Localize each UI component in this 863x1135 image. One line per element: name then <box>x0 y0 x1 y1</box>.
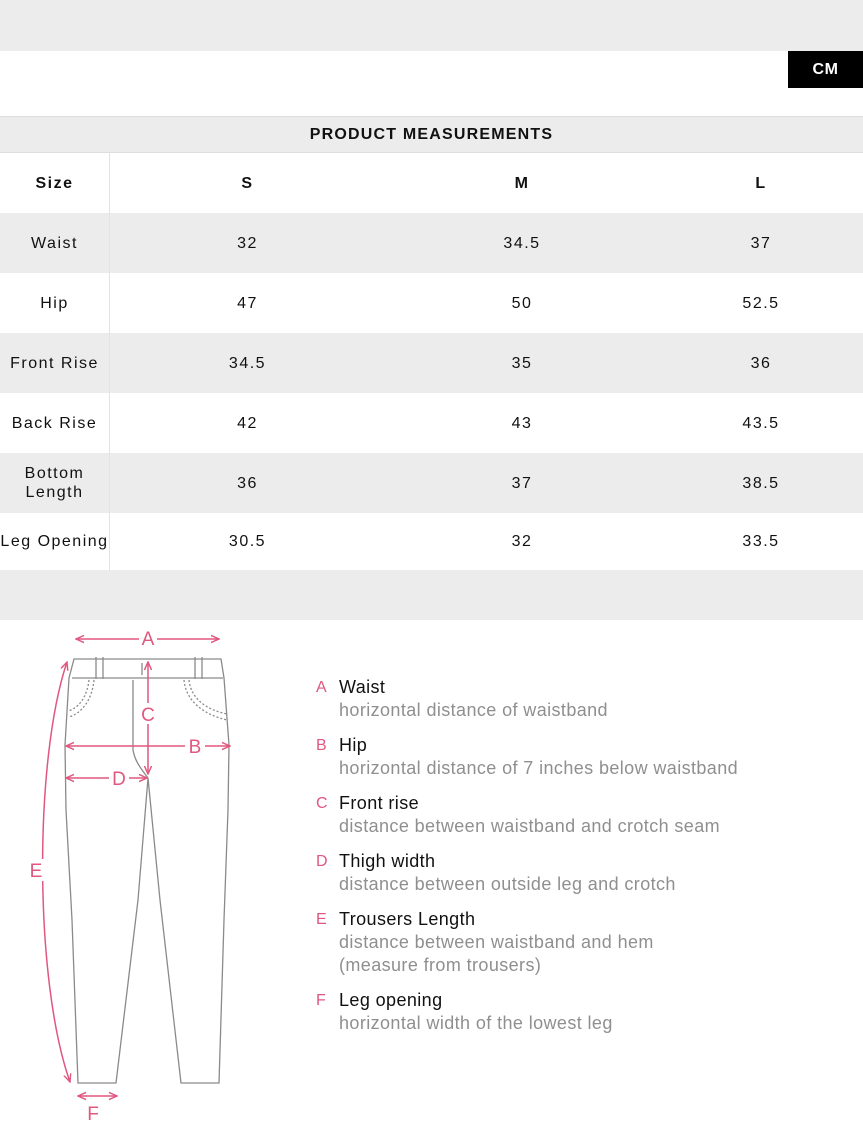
legend-title: Trousers Length <box>339 909 476 929</box>
mark-d-label: D <box>112 769 126 790</box>
legend-item <box>316 908 856 977</box>
cell-value: 50 <box>511 294 533 312</box>
measurement-table <box>0 153 863 570</box>
cell-value: 43 <box>511 414 533 432</box>
cell-value: 37 <box>750 234 772 252</box>
legend-letter: A <box>316 679 327 696</box>
legend-letter: C <box>316 795 328 812</box>
mark-b-label: B <box>188 737 202 758</box>
mark-f-label: F <box>87 1104 99 1125</box>
legend-title: Leg opening <box>339 990 443 1010</box>
legend-title: Thigh width <box>339 851 436 871</box>
row-label: Waist <box>0 213 110 273</box>
header-size-m: M <box>514 174 530 192</box>
header-size-l: L <box>755 174 767 192</box>
unit-row <box>0 51 863 116</box>
table-row <box>0 333 863 393</box>
legend-item <box>316 989 856 1035</box>
cell-value: 35 <box>511 354 533 372</box>
legend-item <box>316 792 856 838</box>
measurement-legend <box>316 676 856 1047</box>
legend-description: horizontal distance of 7 inches below waistband <box>339 758 739 778</box>
legend-title: Waist <box>339 677 386 697</box>
row-label: Hip <box>0 273 110 333</box>
legend-description: horizontal width of the lowest leg <box>339 1013 613 1033</box>
cell-value: 34.5 <box>228 354 267 372</box>
legend-description: distance between waistband and crotch seam <box>339 816 721 836</box>
legend-letter: E <box>316 911 327 928</box>
legend-letter: D <box>316 853 328 870</box>
cell-value: 52.5 <box>742 294 780 312</box>
trousers-diagram <box>0 620 300 1135</box>
row-label: Back Rise <box>0 393 110 453</box>
legend-title: Hip <box>339 735 368 755</box>
cell-value: 47 <box>237 294 258 312</box>
legend-title: Front rise <box>339 793 420 813</box>
legend-item <box>316 850 856 896</box>
row-label: Front Rise <box>0 333 110 393</box>
header-size-label: Size <box>0 153 110 213</box>
cell-value: 38.5 <box>742 474 780 492</box>
cell-value: 32 <box>237 234 258 252</box>
legend-item <box>316 734 856 780</box>
header-size-s: S <box>241 174 254 192</box>
cell-value: 43.5 <box>742 414 780 432</box>
table-header-row <box>0 153 863 213</box>
table-row <box>0 513 863 570</box>
table-row <box>0 273 863 333</box>
cell-value: 30.5 <box>228 533 267 550</box>
mark-e-label: E <box>29 861 43 882</box>
cell-value: 37 <box>511 474 533 492</box>
cell-value: 42 <box>237 414 258 432</box>
top-band <box>0 0 863 51</box>
measurement-arrows <box>43 639 230 1096</box>
cell-value: 34.5 <box>503 234 541 252</box>
unit-toggle-button[interactable]: CM <box>788 51 863 88</box>
row-label: Leg Opening <box>0 513 110 570</box>
legend-description: distance between waistband and hem (measure from trousers) <box>339 932 654 975</box>
cell-value: 36 <box>750 354 772 372</box>
legend-description: distance between outside leg and crotch <box>339 874 676 894</box>
legend-description: horizontal distance of waistband <box>339 700 608 720</box>
mark-a-label: A <box>141 629 155 650</box>
table-title: PRODUCT MEASUREMENTS <box>0 116 863 153</box>
section-divider-band <box>0 570 863 620</box>
cell-value: 33.5 <box>742 533 780 550</box>
row-label: Bottom Length <box>0 453 110 513</box>
table-row <box>0 213 863 273</box>
mark-c-label: C <box>141 705 155 726</box>
cell-value: 36 <box>237 474 258 492</box>
table-row <box>0 453 863 513</box>
legend-item <box>316 676 856 722</box>
legend-letter: F <box>316 992 326 1009</box>
legend-letter: B <box>316 737 327 754</box>
table-row <box>0 393 863 453</box>
cell-value: 32 <box>511 533 533 550</box>
